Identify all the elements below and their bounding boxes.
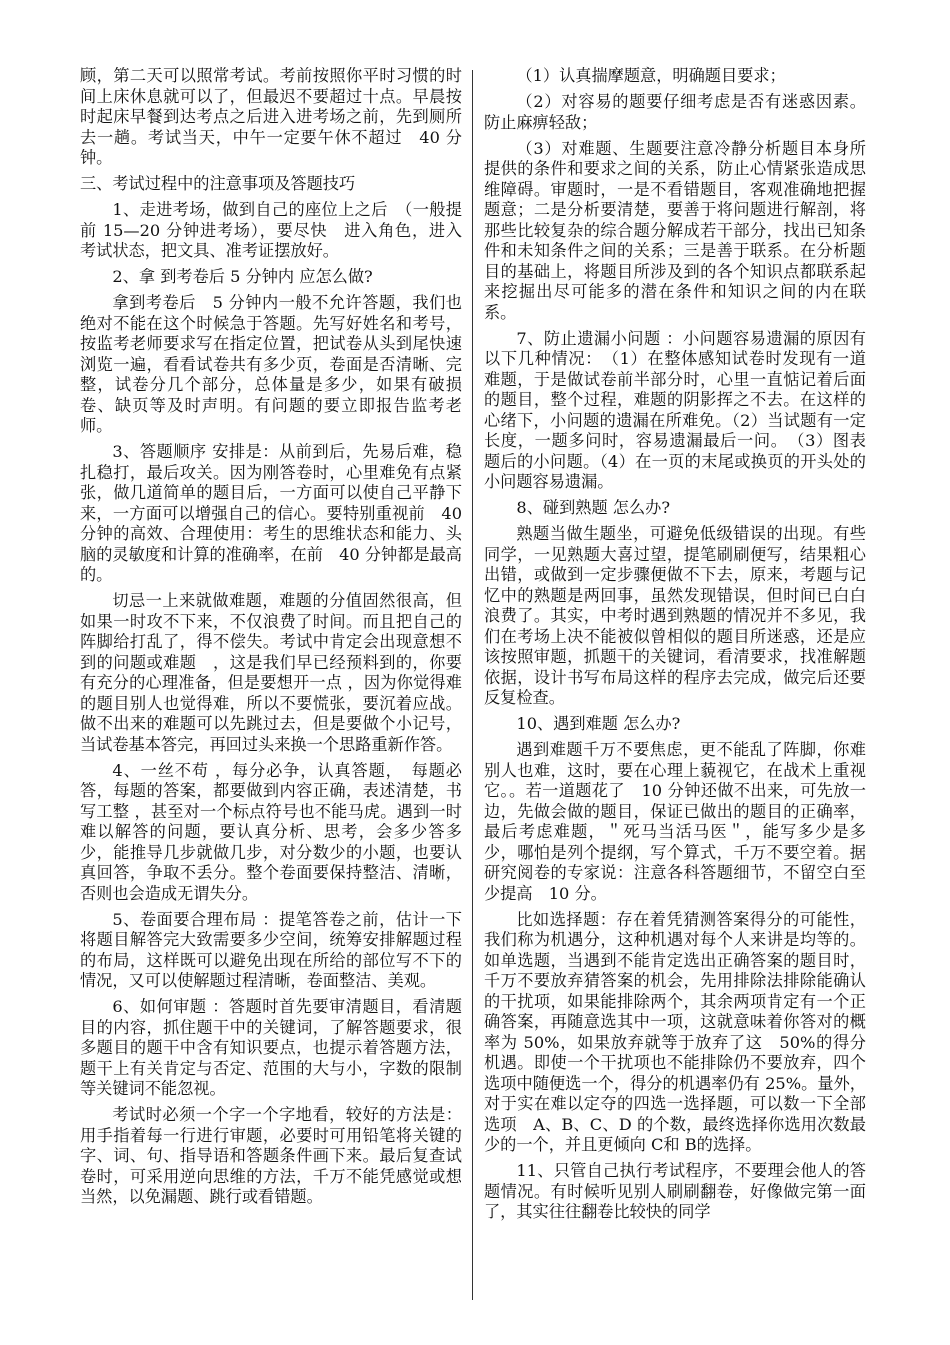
paragraph: 切忌一上来就做难题，难题的分值固然很高，但如果一时攻不下来，不仅浪费了时间。而且把自己的阵脚给打乱了，得不偿失。考试中肯定会出现意想不到的问题或难题 ，这是我们早已经预料到的，你要有充分的心理准备，但是要想开一点 ，因为你觉得难的题目别人也觉得难，所以不要慌张，要沉着应战。做不出来的难题可以先跳过去，但是要做个小记号，当试卷基本答完，再回过头来换一个思路重新作答。 — [80, 591, 462, 754]
paragraph: 比如选择题：存在着凭猜测答案得分的可能性，我们称为机遇分，这种机遇对每个人来讲是均等的。如单选题，当遇到不能肯定选出正确答案的题目时，千万不要放弃猜答案的机会，先用排除法排除能确认的干扰项，如果能排除两个，其余两项肯定有一个正确答案，再随意选其中一项，这就意味着你答对的概率为 50%，如果放弃就等于放弃了这 50%的得分机遇。即使一个干扰项也不能排除仍不要放弃，四个选项中随便选一个，得分的机遇率仍有 25%。量外，对于实在难以定夺的四选一选择题，可以数一下全部选项 A、B、C、D 的个数，最终选择你选用次数最少的一个，并且更倾向 C和 B的选择。 — [484, 909, 866, 1154]
right-column — [484, 66, 866, 1228]
paragraph: 4、一丝不苟 ，每分必争，认真答题， 每题必答，每题的答案，都要做到内容正确，表述清楚，书 写工整 ，甚至对一个标点符号也不能马虎。遇到一时难以解答的问题，要认真分析、思考，会多少答多少，能推导几步就做几步，对分数少的小题，也要认真回答，争取不丢分。整个卷面要保持整洁、清晰，否则也会造成无谓失分。 — [80, 760, 462, 903]
paragraph: 拿到考卷后 5 分钟内一般不允许答题，我们也绝对不能在这个时候急于答题。先写好姓名和考号，按监考老师要求写在指定位置，把试卷从头到尾快速浏览一遍，看看试卷共有多少页，卷面是否清晰、完整，试卷分几个部分，总体量是多少，如果有破损卷、缺页等及时声明。有问题的要立即报告监考老师。 — [80, 293, 462, 435]
paragraph: （1）认真揣摩题意，明确题目要求； — [516, 66, 786, 85]
paragraph: 7、防止遗漏小问题 ：小问题容易遗漏的原因有以下几种情况： （1）在整体感知试卷时发现有一道难题，于是做试卷前半部分时，心里一直惦记着后面的题目，整个过程，难题的阴影挥之不去。在这样的心绪下，小问题的遗漏在所难免。（2）当试题有一定长度，一题多问时，容易遗漏最后一问。 （3）图表题后的小问题。（4）在一页的末尾或换页的开头处的小问题容易遗漏。 — [484, 328, 866, 491]
left-column — [80, 66, 462, 1213]
subheading: 10、遇到难题 怎么办? — [516, 714, 681, 733]
column-divider — [472, 70, 473, 1300]
section-heading: 三、考试过程中的注意事项及答题技巧 — [80, 174, 356, 193]
paragraph: 6、如何审题 ：答题时首先要审清题目，看清题目的内容，抓住题干中的关键词，了解答题要求，很多题目的题干中含有知识要点，也提示着答题方法，题干上有关肯定与否定、范围的大与小，字数的限制等关键词不能忽视。 — [80, 997, 462, 1098]
paragraph: 5、卷面要合理布局 ：提笔答卷之前，估计一下将题目解答完大致需要多少空间，统筹安排解题过程的布局，这样既可以避免出现在所给的部位写不下的情况，又可以使解题过程清晰，卷面整洁、美观。 — [80, 909, 462, 990]
paragraph: （2）对容易的题要仔细考虑是否有迷惑因素。防止麻痹轻敌； — [484, 92, 866, 132]
paragraph: 考试时必须一个字一个字地看，较好的方法是：用手指着每一行进行审题，必要时可用铅笔将关键的字、词、句、指导语和答题条件画下来。最后复查试卷时，可采用逆向思维的方法，千万不能凭感觉或想当然，以免漏题、跳行或看错题。 — [80, 1105, 462, 1206]
subheading: 8、碰到熟题 怎么办? — [516, 498, 671, 517]
paragraph: 1、走进考场，做到自己的座位上之后 （一般提前 15—20 分钟进考场），要尽快 进入角色，进入考试状态，把文具、准考证摆放好。 — [80, 200, 462, 260]
subheading: 2、拿 到考卷后 5 分钟内 应怎么做? — [112, 267, 373, 286]
paragraph: 顾，第二天可以照常考试。考前按照你平时习惯的时间上床休息就可以了，但最迟不要超过十点。早晨按时起床早餐到达考点之后进入进考场之前，先到厕所去一趟。考试当天，中午一定要午休不超过 40 分钟。 — [80, 66, 462, 167]
paragraph: （3）对难题、生题要注意冷静分析题目本身所提供的条件和要求之间的关系，防止心情紧张造成思维障碍。审题时，一是不看错题目，客观准确地把握题意；二是分析要清楚，要善于将问题进行解剖，将那些比较复杂的综合题分解成若干部分，找出已知条件和未知条件之间的关系；三是善于联系。在分析题目的基础上，将题目所涉及到的各个知识点都联系起来挖掘出尽可能多的潜在条件和知识之间的内在联系。 — [484, 138, 866, 322]
paragraph: 遇到难题千万不要焦虑，更不能乱了阵脚，你难别人也难，这时，要在心理上藐视它，在战术上重视它。。若一道题花了 10 分钟还做不出来，可先放一边，先做会做的题目，保证已做出的题目的正确率，最后考虑难题，＂死马当活马医＂，能写多少是多少，哪怕是列个提纲，写个算式，千万不要空着。据研究阅卷的专家说：注意各科答题细节，不留空白至少提高 10 分。 — [484, 740, 866, 903]
paragraph: 熟题当做生题坐，可避免低级错误的出现。有些同学，一见熟题大喜过望，提笔刷刷便写，结果粗心出错，或做到一定步骤便做不下去，原来，考题与记忆中的熟题是两回事，虽然发现错误，但时间已白白浪费了。其实，中考时遇到熟题的情况并不多见，我们在考场上决不能被似曾相似的题目所迷惑，还是应该按照审题，抓题干的关键词，看清要求，找准解题依据，设计书写布局这样的程序去完成，做完后还要反复检查。 — [484, 524, 866, 707]
paragraph: 3、答题顺序 安排是：从前到后，先易后难，稳扎稳打，最后攻关。因为刚答卷时，心里难免有点紧张，做几道简单的题目后，一方面可以使自己平静下来，一方面可以增强自己的信心。要特别重视前 40 分钟的高效、合理使用：考生的思维状态和能力、头脑的灵敏度和计算的准确率，在前 40 分钟都是最高的。 — [80, 442, 462, 584]
paragraph: 11、只管自己执行考试程序，不要理会他人的答题情况。有时候听见别人刷刷翻卷，好像做完第一面了，其实往往翻卷比较快的同学 — [484, 1161, 866, 1221]
